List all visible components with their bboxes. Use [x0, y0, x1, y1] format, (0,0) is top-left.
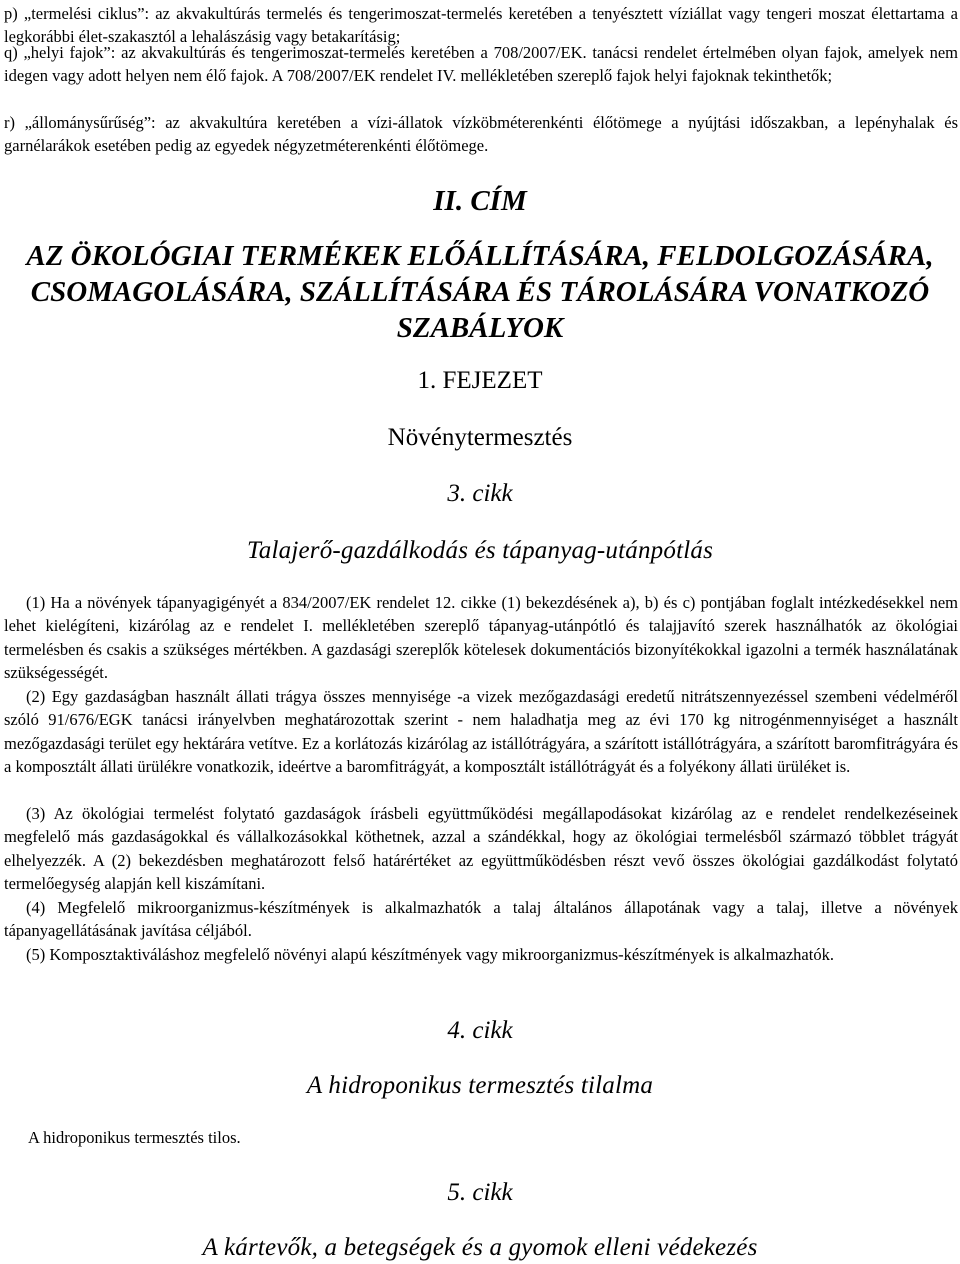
article-3-title: Talajerő-gazdálkodás és tápanyag-utánpótlás	[246, 537, 713, 564]
definition-r: r) „állománysűrűség”: az akvakultúra keretében a vízi-állatok vízköbméterenkénti élőtömege a nyújtási időszakban, a lepényhalak és garnélarákok esetében pedig az egyedek négyzetméterenkénti élőtömege.	[4, 113, 958, 156]
definition-p: p) „termelési ciklus”: az akvakultúrás termelés és tengerimoszat-termelés keretében a tenyésztett víziállat vagy tengeri moszat élettartama a legkorábbi élet-szakasztól a lehalászásig vagy betakarításig;	[4, 4, 958, 47]
article-3-paragraph-5: (5) Komposztaktiváláshoz megfelelő növényi alapú készítmények vagy mikroorganizmus-készítmények is alkalmazhatók.	[26, 945, 834, 964]
article-3-paragraph-3: (3) Az ökológiai termelést folytató gazdaságok írásbeli együttműködési megállapodásokat kizárólag az e rendelet rendelkezéseinek megfelelő más gazdaságokkal és vállalkozásokkal köthetnek, azzal a szándékkal, hogy az ökológiai termelésből származó többlet trágyát elhelyezzék. A (2) bekezdésben meghatározott felső határértéket az együttműködésben részt vevő összes ökológiai gazdálkodást folytató termelőegység alapján kell kiszámítani.	[4, 804, 958, 894]
article-5-number: 5. cikk	[447, 1179, 513, 1206]
article-5-title: A kártevők, a betegségek és a gyomok elleni védekezés	[202, 1234, 758, 1261]
article-4-number: 4. cikk	[447, 1017, 513, 1044]
article-3-paragraph-4: (4) Megfelelő mikroorganizmus-készítmények is alkalmazhatók a talaj általános állapotának vagy a talaj, illetve a növények tápanyagellátásának javítása céljából.	[4, 898, 958, 941]
definition-q: q) „helyi fajok”: az akvakultúrás és tengerimoszat-termelés keretében a 708/2007/EK. tanácsi rendelet értelmében olyan fajok, amelyek nem idegen vagy adott helyen nem élő fajok. A 708/2007/EK rendelet IV. mellékletében szereplő fajok helyi fajoknak tekinthetők;	[4, 43, 958, 86]
article-3-number: 3. cikk	[447, 480, 513, 507]
article-3-paragraph-1: (1) Ha a növények tápanyagigényét a 834/2007/EK rendelet 12. cikke (1) bekezdésének a), b) és c) pontjában foglalt intézkedésekkel nem lehet kielégíteni, kizárólag az e rendelet I. mellékletében szereplő tápanyag-utánpótló és talajjavító szerek használhatók az ökológiai termelésben és csakis a szükséges mértékben. A gazdasági szereplők kötelesek dokumentációs bizonyítékokkal igazolni a termék használatának szükségességét.	[4, 593, 958, 683]
article-4-text: A hidroponikus termesztés tilos.	[28, 1128, 241, 1147]
chapter-number: 1. FEJEZET	[417, 367, 543, 394]
article-4-title: A hidroponikus termesztés tilalma	[306, 1072, 654, 1099]
chapter-name: Növénytermesztés	[387, 424, 573, 451]
article-3-paragraph-2: (2) Egy gazdaságban használt állati trágya összes mennyisége -a vizek mezőgazdasági eredetű nitrátszennyezéssel szembeni védelméről szóló 91/676/EGK tanácsi irányelvben meghatározottak szerint - nem haladhatja meg az évi 170 kg nitrogénmennyiséget a használt mezőgazdasági terület egy hektárára vetítve. Ez a korlátozás kizárólag az istállótrágyára, a szárított istállótrágyára, a szárított baromfitrágyára és a komposztált állati ürülékre vonatkozik, ideértve a baromfitrágyát, a komposztált istállótrágyát és a folyékony állati ürüléket is.	[4, 687, 958, 777]
title-number: II. CÍM	[433, 185, 527, 217]
title-heading: AZ ÖKOLÓGIAI TERMÉKEK ELŐÁLLÍTÁSÁRA, FELDOLGOZÁSÁRA, CSOMAGOLÁSÁRA, SZÁLLÍTÁSÁRA ÉS TÁROLÁSÁRA VONATKOZÓ SZABÁLYOK	[26, 240, 934, 344]
